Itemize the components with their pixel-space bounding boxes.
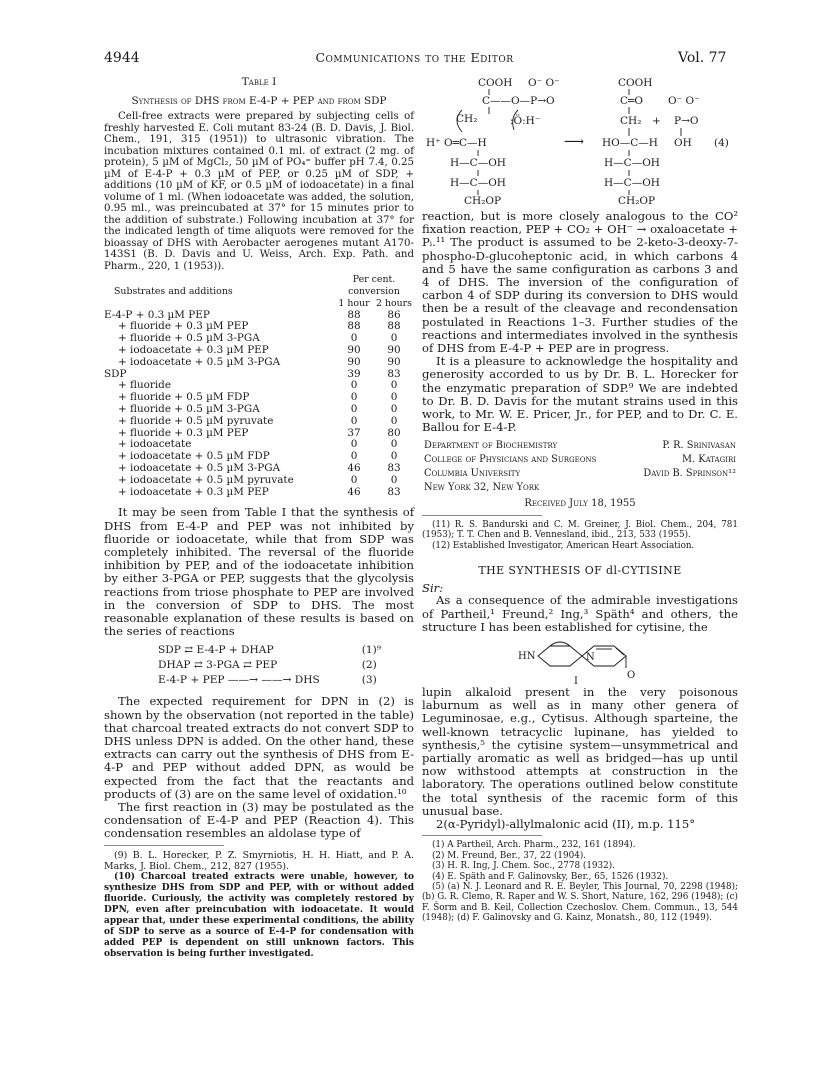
footnote-rule-right: [422, 515, 542, 516]
cytisine-structure: [422, 634, 738, 686]
footnote-12: (12) Established Investigator, American Heart Association.: [432, 540, 695, 551]
author-1: P. R. Srinivasan: [662, 440, 736, 452]
scheme-hydroxide: :Ö:H⁻: [510, 115, 541, 127]
right-para-3: As a consequence of the admirable investigations of Partheil,¹ Freund,² Ing,³ Späth⁴ and others, the structure I has been established for cytisine, the: [422, 593, 738, 634]
reference-item: (4) E. Späth and F. Galinovsky, Ber., 65, 1526 (1932).: [432, 871, 669, 882]
table-caption: Cell-free extracts were prepared by subjecting cells of freshly harvested E. Coli mutant 83-24 (B. D. Davis, J. Biol. Chem., 191, 315 (1951)) to ultrasonic vibration. The incubation mixtures contained 0.1 ml. of extract (2 mg. of protein), 5 µM of MgCl₂, 50 µM of PO₄⁼ buffer pH 7.4, 0.25 µM of E-4-P + 0.3 µM of PEP, or 0.25 µM of SDP, + additions (10 µM of KF, or 0.5 µM of iodoacetate) in a final volume of 1 ml. (When iodoacetate was added, the solution, 0.95 ml., was preincubated at 37° for 15 minutes prior to the addition of substrate.) Following incubation at 37° for the indicated length of time aliquots were removed for the bioassay of DHS with Aerobacter aerogenes mutant A170-143S1 (B. D. Davis and U. Weiss, Arch. Exp. Path. and Pharm., 220, 1 (1953)).: [104, 111, 414, 272]
left-column: [104, 76, 414, 960]
right-para-1: reaction, but is more closely analogous to the CO² fixation reaction, PEP + CO₂ + OH⁻ → oxaloacetate + Pᵢ.¹¹ The product is assumed to be 2-keto-3-deoxy-7-phospho-D-glucoheptonic acid, in which carbons 4 and 5 have the same configuration as carbons 3 and 4 of DHS. The inversion of the configuration of carbon 4 of SDP during its conversion to DHS would then be a result of the cleavage and recondensation postulated in Reactions 1–3. Further studies of the reactions and intermediates involved in the synthesis of DHS from E-4-P + PEP are in progress.: [422, 209, 738, 356]
scheme-ch2-right: CH₂: [620, 115, 642, 127]
scheme-keto: C═O: [620, 95, 643, 107]
row-label: + iodoacetate + 0.5 µM 3-PGA: [118, 461, 281, 474]
row-2-hours: 0: [390, 450, 398, 463]
scheme-phosphate: P→O: [674, 115, 699, 127]
article-title: THE SYNTHESIS OF dl-CYTISINE: [478, 564, 682, 578]
col-head-group: Per cent. conversion: [348, 274, 400, 297]
row-2-hours: 80: [387, 426, 401, 439]
row-1-hour: 0: [350, 379, 358, 392]
table-row: [104, 463, 414, 475]
row-2-hours: 0: [390, 379, 398, 392]
salutation: Sir:: [422, 580, 444, 595]
reference-item: (2) M. Freund, Ber., 37, 22 (1904).: [432, 850, 587, 861]
row-label: + iodoacetate: [118, 438, 192, 451]
row-2-hours: 0: [390, 391, 398, 404]
row-2-hours: 0: [390, 414, 398, 427]
scheme-aldehyde: H⁺ O═C—H: [426, 137, 487, 149]
right-para-5: 2(α-Pyridyl)-allylmalonic acid (II), m.p. 115°: [436, 817, 696, 832]
row-label: + fluoride + 0.5 µM pyruvate: [118, 414, 274, 427]
address-line-1: Department of Biochemistry: [424, 440, 558, 452]
row-label: + fluoride + 0.3 µM PEP: [118, 320, 249, 333]
scheme-cooh-right: COOH: [618, 77, 653, 89]
row-label: E-4-P + 0.3 µM PEP: [104, 308, 210, 321]
data-table: [104, 274, 414, 498]
row-1-hour: 46: [347, 485, 361, 498]
table-row: [104, 416, 414, 428]
table-row: [104, 487, 414, 499]
reaction-1: SDP ⇄ E-4-P + DHAP: [158, 644, 274, 657]
scheme-cooh-left: COOH: [478, 77, 513, 89]
row-1-hour: 88: [347, 308, 361, 321]
reaction-3: E-4-P + PEP ——→ ——→ DHS: [158, 674, 320, 687]
reaction-2-number: (2): [361, 659, 377, 672]
row-label: SDP: [104, 367, 127, 380]
page-number: 4944: [104, 50, 140, 66]
row-2-hours: 0: [390, 402, 398, 415]
reference-item: (5) (a) N. J. Leonard and R. E. Beyler, This Journal, 70, 2298 (1948); (b) G. R. Clemo, R. Raper and W. S. Short, Nature, 162, 296 (1948); (c) F. Šorm and B. Keil, Collection Czechoslov. Chem. Commun., 13, 544 (1948); (d) F. Galinovsky and G. Kainz, Monatsh., 80, 112 (1949).: [422, 881, 738, 924]
left-para-2: The expected requirement for DPN in (2) is shown by the observation (not reported in the table) that charcoal treated extracts do not convert SDP to DHS unless DPN is added. On the other hand, these extracts can carry out the synthesis of DHS from E-4-P and PEP without added DPN, as would be expected from the fact that the reactants and products of (3) are on the same level of oxidation.¹⁰: [104, 694, 414, 801]
table-subhead: Substrates and additions: [114, 285, 233, 297]
table-row: [104, 475, 414, 487]
table-row: [104, 404, 414, 416]
reaction-list: [152, 642, 387, 689]
scheme-ch2op-right: CH₂OP: [618, 195, 656, 207]
references-list: [422, 840, 738, 923]
row-1-hour: 0: [350, 414, 358, 427]
received-date: Received July 18, 1955: [524, 498, 636, 510]
row-label: + fluoride + 0.5 µM FDP: [118, 391, 250, 404]
col-head-2: 2 hours: [376, 297, 412, 309]
row-label: + fluoride + 0.5 µM 3-PGA: [118, 402, 260, 415]
scheme-ominus: O⁻ O⁻: [528, 77, 560, 89]
author-2: M. Katagiri: [682, 454, 736, 466]
row-1-hour: 90: [347, 343, 361, 356]
scheme-hcoh-3: H—C—OH: [604, 157, 660, 169]
address-line-4: New York 32, New York: [424, 482, 540, 494]
row-2-hours: 90: [387, 355, 401, 368]
row-label: + iodoacetate + 0.5 µM pyruvate: [118, 473, 294, 486]
reaction-1-number: (1)⁹: [361, 644, 382, 657]
address-line-3: Columbia University: [424, 468, 521, 480]
row-2-hours: 83: [387, 461, 401, 474]
reaction-2: DHAP ⇄ 3-PGA ⇄ PEP: [158, 659, 278, 672]
address-line-2: College of Physicians and Surgeons: [424, 454, 597, 466]
scheme-ch2-left: CH₂: [456, 113, 478, 125]
row-1-hour: 0: [350, 450, 358, 463]
scheme-hcoh-4: H—C—OH: [604, 177, 660, 189]
row-2-hours: 88: [387, 320, 401, 333]
right-para-4: lupin alkaloid present in the very poisonous laburnum as well as in many other genera of Leguminosae, e.g., Cytisus. Although sparteine, the well-known tetracyclic lupinane, has yielded to synthesis,⁵ the cytisine system—unsymmetrical and partially aromatic as well as bridged—has up until now withstood attempts at construction in the laboratory. The operations outlined below constitute the total synthesis of the racemic form of this unusual base.: [422, 685, 738, 818]
cytisine-n-label: N: [586, 652, 595, 664]
row-1-hour: 88: [347, 320, 361, 333]
col-head-1: 1 hour: [338, 297, 370, 309]
scheme-hcoh-1: H—C—OH: [450, 157, 506, 169]
reference-item: (3) H. R. Ing, J. Chem. Soc., 2778 (1932).: [432, 861, 615, 872]
references-rule: [422, 835, 542, 836]
scheme-hcoh-2: H—C—OH: [450, 177, 506, 189]
table-row: [104, 357, 414, 369]
row-label: + fluoride + 0.5 µM 3-PGA: [118, 332, 260, 345]
row-2-hours: 0: [390, 438, 398, 451]
running-title: Communications to the Editor: [315, 50, 514, 65]
scheme-ch2op-left: CH₂OP: [464, 195, 502, 207]
reaction-4-scheme: [422, 76, 738, 208]
footnote-11: (11) R. S. Bandurski and C. M. Greiner, J. Biol. Chem., 204, 781 (1953); T. T. Chen and B. Vennesland, ibid., 213, 533 (1955).: [422, 520, 738, 541]
row-1-hour: 0: [350, 473, 358, 486]
right-column: [422, 76, 738, 924]
affiliation-block: [422, 438, 738, 496]
cytisine-o-label: O: [627, 670, 636, 682]
row-2-hours: 0: [390, 473, 398, 486]
row-1-hour: 37: [347, 426, 361, 439]
scheme-oh: OH: [674, 137, 692, 149]
row-1-hour: 46: [347, 461, 361, 474]
right-para-2: It is a pleasure to acknowledge the hospitality and generosity accorded to us by Dr. B. L. Horecker for the enzymatic preparation of SDP.⁹ We are indebted to Dr. B. D. Davis for the mutant strains used in this work, to Mr. W. E. Pricer, Jr., for PEP, and to Dr. C. E. Ballou for E-4-P.: [422, 354, 738, 435]
row-label: + iodoacetate + 0.5 µM FDP: [118, 450, 270, 463]
footnote-rule: [104, 845, 224, 846]
row-2-hours: 83: [387, 485, 401, 498]
scheme-eq-number: (4): [714, 137, 729, 149]
row-2-hours: 0: [390, 332, 398, 345]
table-label: Table I: [241, 76, 277, 88]
row-2-hours: 86: [387, 308, 401, 321]
row-label: + iodoacetate + 0.3 µM PEP: [118, 485, 269, 498]
cytisine-hn-label: HN: [518, 651, 536, 663]
left-para-3: The first reaction in (3) may be postulated as the condensation of E-4-P and PEP (Reaction 4). This condensation resembles an aldolase type of: [104, 799, 414, 841]
row-label: + fluoride: [118, 379, 171, 392]
author-3: David B. Sprinson¹²: [643, 468, 736, 480]
row-2-hours: 90: [387, 343, 401, 356]
row-1-hour: 0: [350, 438, 358, 451]
left-para-1: It may be seen from Table I that the synthesis of DHS from E-4-P and PEP was not inhibited by fluoride or iodoacetate, while that from SDP was completely inhibited. The reversal of the fluoride inhibition by PEP, and of the iodoacetate inhibition by either 3-PGA or PEP, suggests that the glycolysis reactions from triose phosphate to PEP are involved in the conversion of SDP to DHS. The most reasonable explanation of these results is based on the series of reactions: [104, 505, 414, 639]
row-1-hour: 0: [350, 332, 358, 345]
row-label: + iodoacetate + 0.5 µM 3-PGA: [118, 355, 281, 368]
row-1-hour: 90: [347, 355, 361, 368]
row-2-hours: 83: [387, 367, 401, 380]
footnote-10: (10) Charcoal treated extracts were unable, however, to synthesize DHS from SDP and PEP, with or without added fluoride. Curiously, the activity was completely restored by DPN, even after preincubation with iodoacetate. It would appear that, under these experimental conditions, the ability of SDP to serve as a source of E-4-P for condensation with added PEP is dependent on still unknown factors. This observation is being further investigated.: [104, 871, 414, 959]
row-label: + fluoride + 0.3 µM PEP: [118, 426, 249, 439]
reaction-3-number: (3): [361, 674, 377, 687]
footnote-9: (9) B. L. Horecker, P. Z. Smyrniotis, H. H. Hiatt, and P. A. Marks, J. Biol. Chem., 212, 827 (1955).: [104, 849, 414, 872]
row-1-hour: 0: [350, 391, 358, 404]
row-label: + iodoacetate + 0.3 µM PEP: [118, 343, 269, 356]
scheme-ominus-right: O⁻ O⁻: [668, 95, 700, 107]
row-1-hour: 39: [347, 367, 361, 380]
scheme-c-o-p: C——O—P→O: [482, 95, 555, 107]
table-row: [104, 345, 414, 357]
structure-label: I: [574, 676, 578, 687]
scheme-hoch: HO—C—H: [602, 137, 658, 149]
volume-label: Vol. 77: [678, 50, 727, 66]
scheme-plus: +: [652, 115, 661, 127]
table-title: Synthesis of DHS from E-4-P + PEP and from SDP: [131, 94, 387, 107]
row-1-hour: 0: [350, 402, 358, 415]
scheme-arrow: ⟶: [564, 134, 585, 150]
reference-item: (1) A Partheil, Arch. Pharm., 232, 161 (1894).: [432, 840, 636, 851]
